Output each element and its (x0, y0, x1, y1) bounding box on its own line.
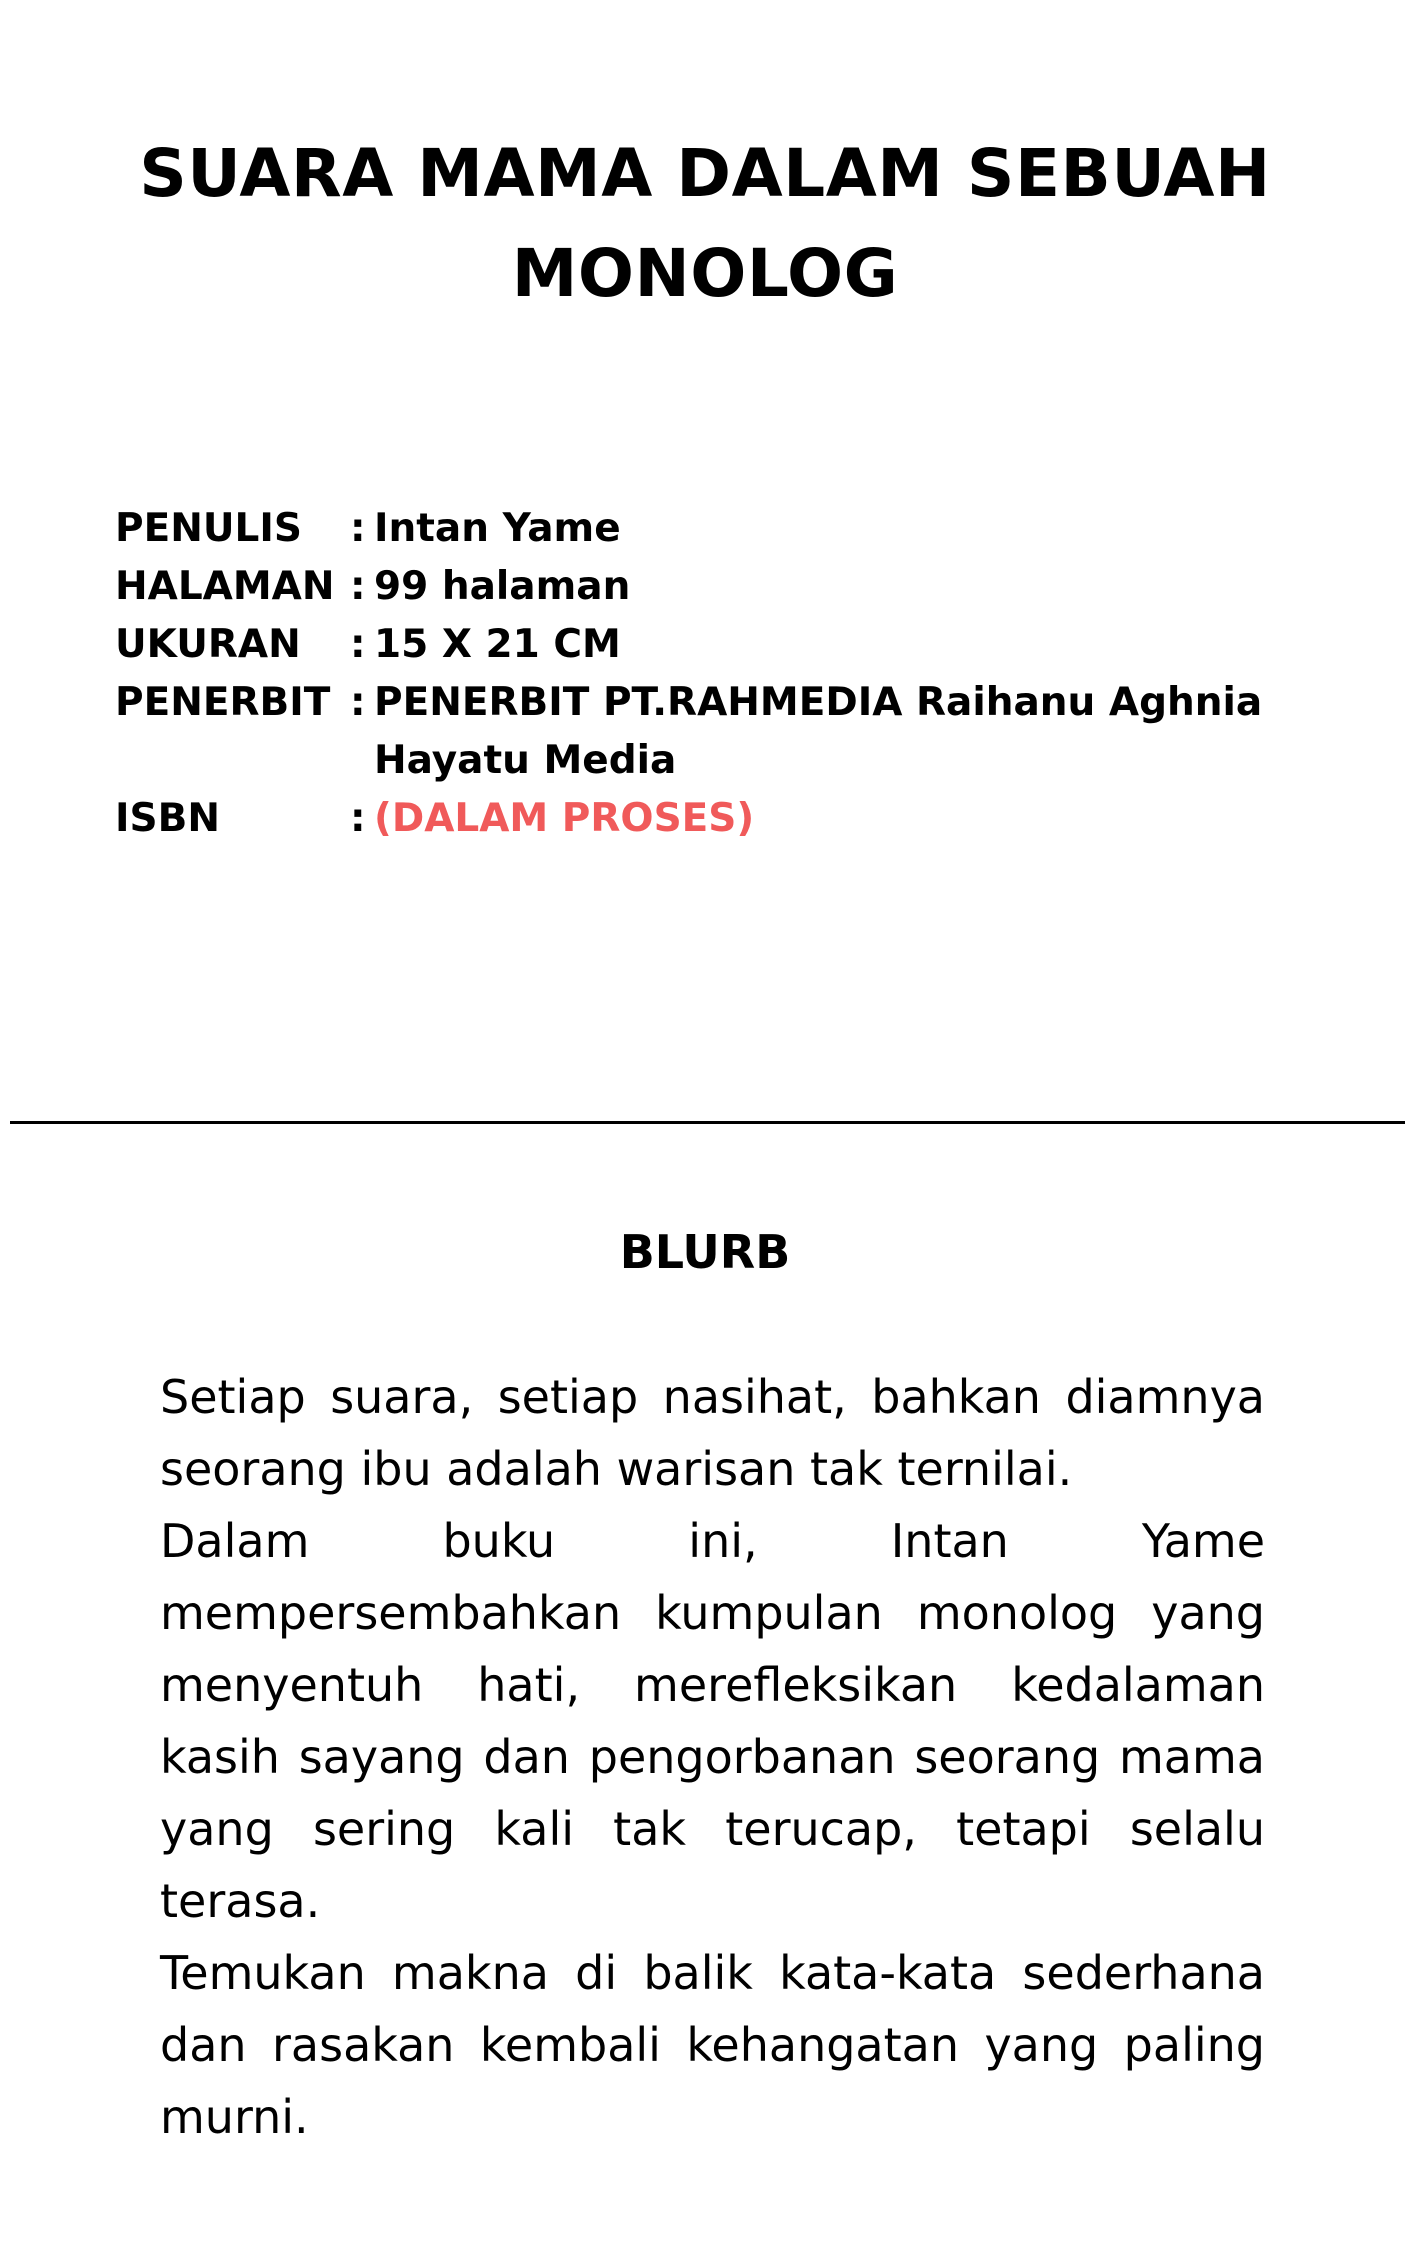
blurb-paragraph-1: Setiap suara, setiap nasihat, bahkan diamnya seorang ibu adalah warisan tak ternilai. (160, 1370, 1265, 1496)
detail-label: ISBN (115, 796, 220, 841)
detail-value-author: Intan Yame (374, 506, 621, 551)
detail-value-publisher: PENERBIT PT.RAHMEDIA Raihanu Aghnia Hayatu Media (374, 680, 1263, 783)
book-details (115, 500, 1295, 848)
blurb-heading: BLURB (619, 1225, 791, 1279)
detail-colon: : (350, 506, 366, 551)
detail-value-isbn: (DALAM PROSES) (374, 796, 755, 841)
detail-label: HALAMAN (115, 564, 335, 609)
blurb-paragraph-2: Dalam buku ini, Intan Yame mempersembahkan kumpulan monolog yang menyentuh hati, merefleksikan kedalaman kasih sayang dan pengorbanan seorang mama yang sering kali tak terucap, tetapi selalu terasa. (160, 1514, 1265, 1928)
detail-row-penerbit (115, 674, 1295, 790)
book-title (80, 124, 1330, 324)
book-title-line-2: MONOLOG (511, 235, 899, 312)
detail-value-size: 15 X 21 CM (374, 622, 621, 667)
detail-row-ukuran (115, 616, 1295, 674)
detail-row-penulis (115, 500, 1295, 558)
detail-value-pages: 99 halaman (374, 564, 631, 609)
detail-colon: : (350, 680, 366, 725)
detail-colon: : (350, 564, 366, 609)
detail-row-isbn (115, 790, 1295, 848)
blurb-text (160, 1361, 1265, 2153)
detail-colon: : (350, 796, 366, 841)
book-title-line-1: SUARA MAMA DALAM SEBUAH (139, 135, 1271, 212)
detail-label: PENULIS (115, 506, 302, 551)
detail-colon: : (350, 622, 366, 667)
detail-row-halaman (115, 558, 1295, 616)
detail-label: PENERBIT (115, 680, 331, 725)
section-divider (10, 1121, 1405, 1124)
blurb-paragraph-3: Temukan makna di balik kata-kata sederhana dan rasakan kembali kehangatan yang paling murni. (160, 1946, 1265, 2144)
detail-label: UKURAN (115, 622, 301, 667)
